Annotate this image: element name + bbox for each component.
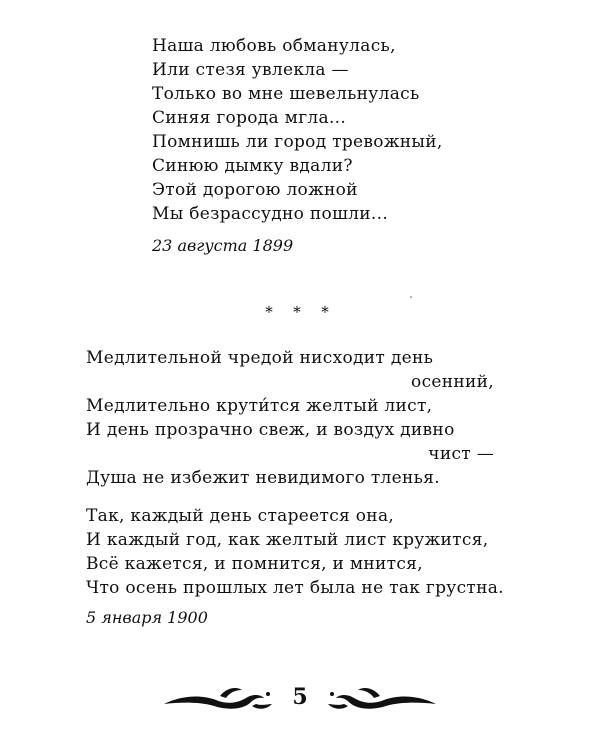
poem-1-line: Синюю дымку вдали?	[152, 156, 353, 176]
poem-2-line: Медлительно крути́тся желтый лист,	[86, 396, 433, 416]
poem-2-line: Так, каждый день стареется она,	[86, 506, 395, 526]
page-number: 5	[292, 684, 308, 710]
poem-1-line: Только во мне шевельнулась	[152, 84, 420, 104]
poem-1-line: Помнишь ли город тревожный,	[152, 132, 443, 152]
poem-2-line: Медлительной чредой нисходит день	[86, 348, 434, 368]
separator-star: *	[293, 303, 301, 321]
poem-2-line: Всё кажется, и помнится, и мнится,	[86, 554, 423, 574]
poem-1-line: Наша любовь обманулась,	[152, 36, 396, 56]
section-separator	[255, 303, 339, 321]
poem-2-line: Душа не избежит невидимого тленья.	[86, 468, 440, 488]
poem-1-line: Синяя города мгла...	[152, 108, 347, 128]
separator-star: *	[321, 303, 329, 321]
poem-2-line: И каждый год, как желтый лист кружится,	[86, 530, 489, 550]
print-speck	[410, 296, 412, 298]
separator-star: *	[265, 303, 273, 321]
poem-1-date: 23 августа 1899	[152, 236, 294, 255]
poem-1-line: Этой дорогою ложной	[152, 180, 358, 200]
poem-2-line: И день прозрачно свеж, и воздух дивно	[86, 420, 455, 440]
poem-2-line: осенний,	[411, 372, 494, 392]
poem-2-line: Что осень прошлых лет была не так грустна.	[86, 578, 504, 598]
poem-1-line: Или стезя увлекла —	[152, 60, 349, 80]
poem-2-date: 5 января 1900	[86, 608, 208, 627]
poem-2-line: чист —	[428, 444, 494, 464]
poem-1-line: Мы безрассудно пошли...	[152, 204, 389, 224]
